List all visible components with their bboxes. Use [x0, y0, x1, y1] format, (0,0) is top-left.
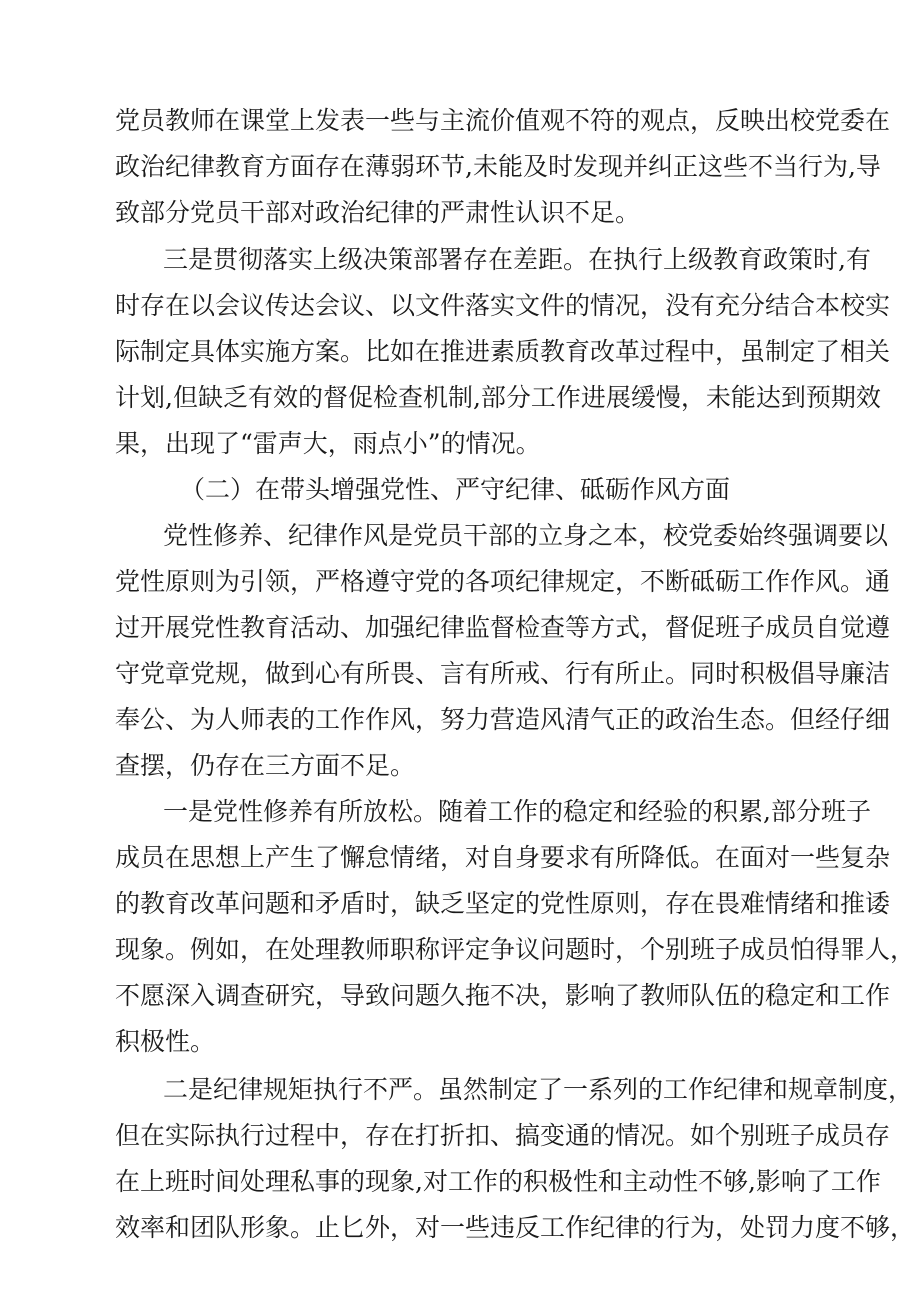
- paragraph-line: 果，出现了“雷声大，雨点小”的情况。: [115, 429, 541, 458]
- paragraph-line: 在上班时间处理私事的现象,对工作的积极性和主动性不够,影响了工作: [115, 1167, 881, 1196]
- paragraph-line: 现象。例如，在处理教师职称评定争议问题时，个别班子成员怕得罪人，: [115, 935, 916, 964]
- paragraph-line: 二是纪律规矩执行不严。虽然制定了一系列的工作纪律和规章制度，: [163, 1075, 914, 1104]
- paragraph-line: 三是贯彻落实上级决策部署存在差距。在执行上级教育政策时,有: [163, 245, 871, 274]
- paragraph-line: 党性修养、纪律作风是党员干部的立身之本，校党委始终强调要以: [163, 521, 889, 550]
- paragraph-line: 政治纪律教育方面存在薄弱环节,未能及时发现并纠正这些不当行为,导: [115, 152, 881, 181]
- paragraph-line: 但在实际执行过程中，存在打折扣、搞变通的情况。如个别班子成员存: [115, 1121, 891, 1150]
- paragraph-line: 党员教师在课堂上发表一些与主流价值观不符的观点，反映出校党委在: [115, 106, 891, 135]
- paragraph-line: 致部分党员干部对政治纪律的严肃性认识不足。: [115, 198, 641, 227]
- paragraph-line: 成员在思想上产生了懈怠情绪，对自身要求有所降低。在面对一些复杂: [115, 843, 891, 872]
- paragraph-line: 际制定具体实施方案。比如在推进素质教育改革过程中，虽制定了相关: [115, 337, 891, 366]
- paragraph-line: 奉公、为人师表的工作作风，努力营造风清气正的政治生态。但经仔细: [115, 705, 891, 734]
- paragraph-line: 的教育改革问题和矛盾时，缺乏坚定的党性原则，存在畏难情绪和推诿: [115, 889, 891, 918]
- paragraph-line: 过开展党性教育活动、加强纪律监督检查等方式，督促班子成员自觉遵: [115, 613, 891, 642]
- paragraph-line: 时存在以会议传达会议、以文件落实文件的情况，没有充分结合本校实: [115, 291, 891, 320]
- paragraph-line: 一是党性修养有所放松。随着工作的稳定和经验的积累,部分班子: [163, 797, 871, 826]
- paragraph-line: 效率和团队形象。止匕外，对一些违反工作纪律的行为，处罚力度不够，: [115, 1213, 916, 1242]
- paragraph-line: 守党章党规，做到心有所畏、言有所戒、行有所止。同时积极倡导廉洁: [115, 659, 891, 688]
- paragraph-line: 计划,但缺乏有效的督促检查机制,部分工作进展缓慢，未能达到预期效: [115, 383, 881, 412]
- paragraph-line: 党性原则为引领，严格遵守党的各项纪律规定，不断砥砺工作作风。通: [115, 567, 891, 596]
- paragraph-line: 不愿深入调查研究，导致问题久拖不决，影响了教师队伍的稳定和工作: [115, 981, 891, 1010]
- paragraph-line: 积极性。: [115, 1027, 216, 1056]
- section-heading: （二）在带头增强党性、严守纪律、砥砺作风方面: [180, 475, 731, 504]
- paragraph-line: 查摆，仍存在三方面不足。: [115, 751, 416, 780]
